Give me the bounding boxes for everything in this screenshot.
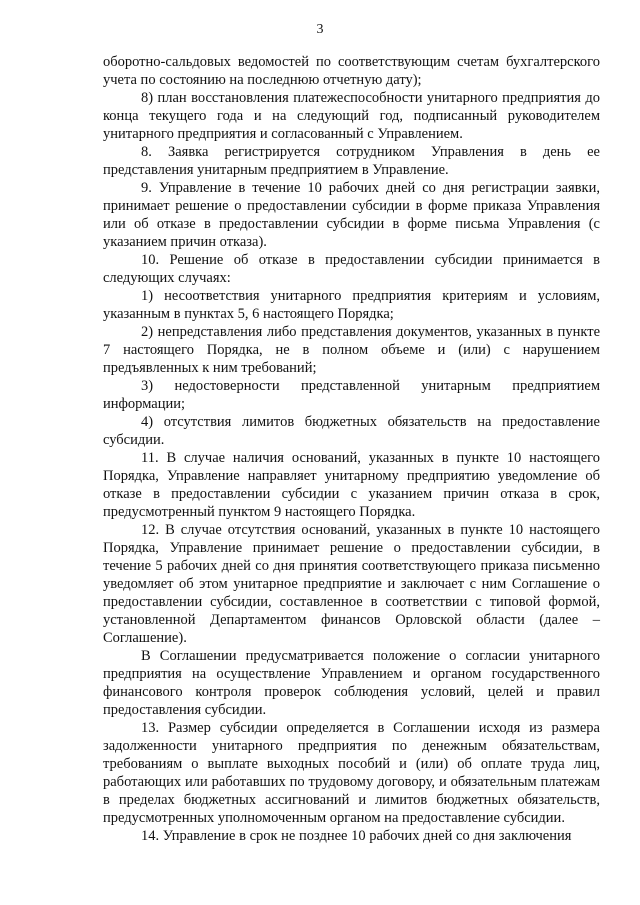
- paragraph-clause-9: 9. Управление в течение 10 рабочих дней со дня регистрации заявки, принимает решение о предоставлении субсидии в форме приказа Управления или об отказе в предоставлении субсидии в форме письма Управления (с указанием причин отказа).: [103, 180, 600, 250]
- paragraph-clause-10-item-1: 1) несоответствия унитарного предприятия критериям и условиям, указанным в пунктах 5, 6 настоящего Порядка;: [103, 288, 600, 322]
- paragraph-clause-12-agreement: В Соглашении предусматривается положение о согласии унитарного предприятия на осуществление Управлением и органом государственного финансового контроля проверок соблюдения условий, целей и правил предоставления субсидии.: [103, 648, 600, 718]
- paragraph-clause-10-item-2: 2) непредставления либо представления документов, указанных в пункте 7 настоящего Порядка, не в полном объеме и (или) с нарушением предъявленных к ним требований;: [103, 324, 600, 376]
- paragraph-clause-14: 14. Управление в срок не позднее 10 рабочих дней со дня заключения: [141, 828, 572, 844]
- paragraph-clause-12: 12. В случае отсутствия оснований, указанных в пункте 10 настоящего Порядка, Управление принимает решение о предоставлении субсидии, в течение 5 рабочих дней со дня принятия соответствующего приказа письменно уведомляет об этом унитарное предприятие и заключает с ним Соглашение о предоставлении субсидии, составленное в соответствии с типовой формой, установленной Департаментом финансов Орловской области (далее – Соглашение).: [103, 522, 600, 646]
- paragraph-clause-11: 11. В случае наличия оснований, указанных в пункте 10 настоящего Порядка, Управление направляет унитарному предприятию уведомление об отказе в предоставлении субсидии с указанием причин отказа в срок, предусмотренный пунктом 9 настоящего Порядка.: [103, 450, 600, 520]
- document-body: [103, 53, 600, 845]
- page-number: 3: [316, 22, 324, 37]
- paragraph-clause-8: 8. Заявка регистрируется сотрудником Управления в день ее представления унитарным предприятием в Управление.: [103, 144, 600, 178]
- paragraph-continuation: оборотно-сальдовых ведомостей по соответствующим счетам бухгалтерского учета по состоянию на последнюю отчетную дату);: [103, 54, 600, 88]
- paragraph-clause-13: 13. Размер субсидии определяется в Соглашении исходя из размера задолженности унитарного предприятия по денежным обязательствам, требованиям о выплате выходных пособий и (или) об оплате труда лиц, работающих или работавших по трудовому договору, и обязательным платежам в пределах бюджетных ассигнований и лимитов бюджетных обязательств, предусмотренных уполномоченным органом на предоставление субсидии.: [103, 720, 600, 826]
- paragraph-item-7-8: 8) план восстановления платежеспособности унитарного предприятия до конца текущего года и на следующий год, подписанный руководителем унитарного предприятия и согласованный с Управлением.: [103, 90, 600, 142]
- paragraph-clause-10-item-4: 4) отсутствия лимитов бюджетных обязательств на предоставление субсидии.: [103, 414, 600, 448]
- paragraph-clause-10: 10. Решение об отказе в предоставлении субсидии принимается в следующих случаях:: [103, 252, 600, 286]
- paragraph-clause-10-item-3: 3) недостоверности представленной унитарным предприятием информации;: [103, 378, 600, 412]
